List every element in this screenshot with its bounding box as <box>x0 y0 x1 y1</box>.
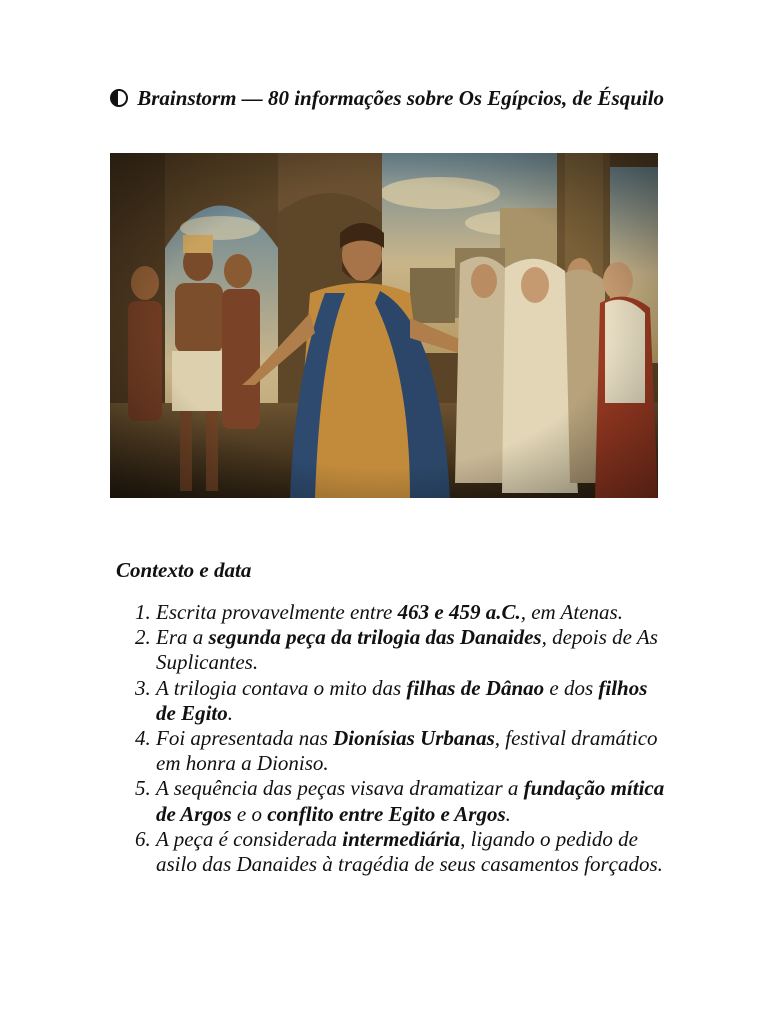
bold-text: conflito entre Egito e Argos <box>267 801 506 826</box>
list-item <box>156 776 666 826</box>
list-item-text: Foi apresentada nas <box>156 726 334 751</box>
list-item-text: , em Atenas. <box>520 600 623 624</box>
list-item-text: . <box>227 700 233 725</box>
list-item-text: , ligando o pedido de asilo das Danaides à tragédia de seus casamentos forçados. <box>156 826 663 877</box>
bold-text: fundação mítica de Argos <box>156 776 665 826</box>
bold-text: 463 e 459 a.C. <box>397 600 521 624</box>
list-item <box>156 600 666 625</box>
list-item <box>156 676 666 726</box>
page-title <box>110 86 670 111</box>
page-title-text: Brainstorm — 80 informações sobre Os Egípcios, de Ésquilo <box>137 86 665 110</box>
list-item-text: . <box>505 801 511 826</box>
list-item <box>156 625 666 675</box>
list-item-text: A sequência das peças visava dramatizar a <box>156 776 524 801</box>
list-item-text: Escrita provavelmente entre <box>156 600 398 624</box>
list-item-text: , festival dramático em honra a Dioniso. <box>156 726 658 776</box>
list-item-text: A trilogia contava o mito das <box>156 675 407 700</box>
list-item <box>156 726 666 776</box>
list-item <box>156 827 666 877</box>
fact-list <box>110 600 666 877</box>
bold-text: segunda peça da trilogia das Danaides <box>208 625 542 650</box>
list-item-text: A peça é considerada <box>156 826 343 851</box>
half-moon-icon <box>110 89 128 107</box>
bold-text: filhas de Dânao <box>406 675 545 700</box>
bold-text: filhos de Egito <box>156 675 648 725</box>
painting-illustration <box>110 153 658 498</box>
list-item-text: , depois de As Suplicantes. <box>156 625 658 675</box>
bold-text: Dionísias Urbanas <box>333 726 495 751</box>
list-item-text: e o <box>231 801 268 826</box>
list-item-text: e dos <box>544 675 599 700</box>
section-heading: Contexto e data <box>116 558 252 582</box>
bold-text: intermediária <box>342 826 461 851</box>
list-item-text: Era a <box>156 625 209 650</box>
